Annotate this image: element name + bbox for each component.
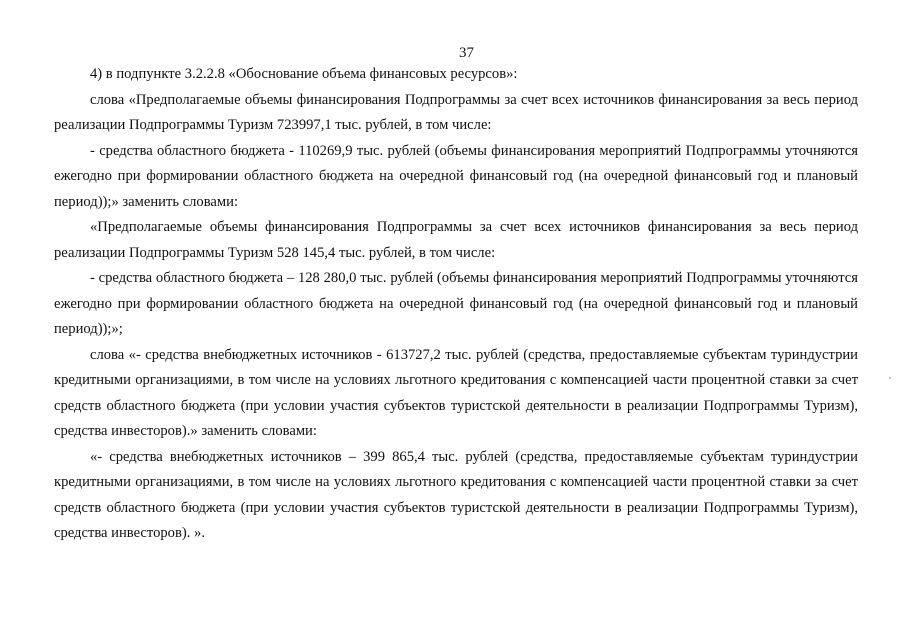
paragraph-old-extrabudgetary: слова «- средства внебюджетных источников - 613727,2 тыс. рублей (средства, предоставляемые субъектам туриндустрии кредитными организациями, в том числе на условиях льготного кредитования с компенсацией части процентной ставки за счет средств областного бюджета (при условии участия субъектов туристской деятельности в реализации Подпрограммы Туризм), средства инвесторов).» заменить словами: xyxy=(54,346,858,439)
paragraph-subclause-heading: 4) в подпункте 3.2.2.8 «Обоснование объема финансовых ресурсов»: xyxy=(90,66,518,82)
page-number: 37 xyxy=(459,45,474,61)
paragraph-old-total-volume: слова «Предполагаемые объемы финансирования Подпрограммы за счет всех источников финансирования за весь период реализации Подпрограммы Туризм 723997,1 тыс. рублей, в том числе: xyxy=(54,91,858,133)
scan-speck xyxy=(889,377,891,379)
paragraph-new-extrabudgetary: «- средства внебюджетных источников – 399 865,4 тыс. рублей (средства, предоставляемые субъектам туриндустрии кредитными организациями, в том числе на условиях льготного кредитования с компенсацией части процентной ставки за счет средств областного бюджета (при условии участия субъектов туристской деятельности в реализации Подпрограммы Туризм), средства инвесторов). ». xyxy=(54,448,858,541)
paragraph-new-total-volume: «Предполагаемые объемы финансирования Подпрограммы за счет всех источников финансирования за весь период реализации Подпрограммы Туризм 528 145,4 тыс. рублей, в том числе: xyxy=(54,219,858,261)
document-body xyxy=(54,62,858,547)
paragraph-old-regional-budget: - средства областного бюджета - 110269,9 тыс. рублей (объемы финансирования мероприятий Подпрограммы уточняются ежегодно при формировании областного бюджета на очередной финансовый год (на очередной финансовый год и плановый период));» заменить словами: xyxy=(54,142,858,210)
paragraph-new-regional-budget: - средства областного бюджета – 128 280,0 тыс. рублей (объемы финансирования мероприятий Подпрограммы уточняются ежегодно при формировании областного бюджета на очередной финансовый год (на очередной финансовый год и плановый период));»; xyxy=(54,270,858,337)
